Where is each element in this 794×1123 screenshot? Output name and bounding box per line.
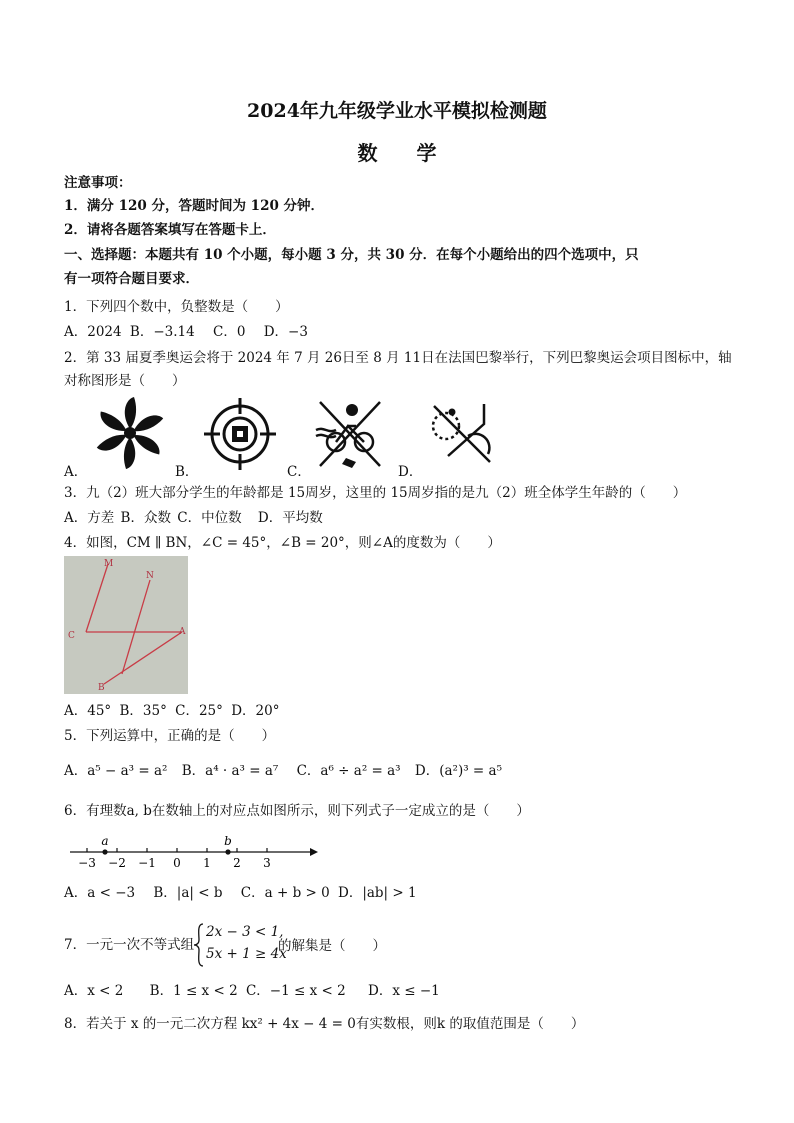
q7-stem-suffix: 的解集是（ ） <box>278 938 386 954</box>
q5-option-a: A．a⁵ − a³ = a² <box>64 763 168 779</box>
q4-option-a: A．45° <box>64 703 112 719</box>
q3-options <box>64 507 734 529</box>
q1-options <box>64 321 734 343</box>
q4-option-c: C．25° <box>175 703 223 719</box>
pinwheel-icon <box>90 395 170 471</box>
section-title-line1: 一、选择题：本题共有 10 个小题，每小题 3 分，共 30 分．在每个小题给出的四个选项中，只 <box>64 247 639 263</box>
note-2: 2．请将各题答案填写在答题卡上． <box>64 222 276 238</box>
q8-stem: 8．若关于 x 的一元二次方程 kx² + 4x − 4 = 0有实数根，则k 的取值范围是（ ） <box>64 1016 585 1032</box>
q4-option-d: D．20° <box>231 703 280 719</box>
q6-option-c: C．a + b > 0 <box>240 885 330 901</box>
q1-stem: 1．下列四个数中，负整数是（ ） <box>64 299 289 315</box>
q3-option-a: A．方差 <box>64 510 115 526</box>
q2-stem-line1: 2．第 33 届夏季奥运会将于 2024 年 7 月 26日至 8 月 11日在法国巴黎举行，下列巴黎奥运会项目图标中，轴 <box>64 350 732 366</box>
q1-option-b: B．−3.14 <box>129 324 195 340</box>
notes-heading: 注意事项： <box>64 175 132 191</box>
q7-option-b: B．1 ≤ x < 2 <box>149 983 238 999</box>
q4-label-b: B <box>98 683 105 693</box>
cycling-icon <box>312 396 388 472</box>
axis-tick-label: 1 <box>203 856 211 870</box>
axis-point-a <box>102 849 107 854</box>
q7-option-d: D．x ≤ −1 <box>368 983 440 999</box>
q6-option-b: B．|a| < b <box>153 885 223 901</box>
q3-option-c: C．中位数 <box>177 510 242 526</box>
q5-stem: 5．下列运算中，正确的是（ ） <box>64 728 276 744</box>
axis-tick-label: −1 <box>138 856 156 870</box>
q1-option-c: C．0 <box>213 324 246 340</box>
q6-number-line <box>64 834 324 872</box>
axis-point-label-a: a <box>101 834 109 848</box>
q4-figure-photo <box>64 556 188 694</box>
q6-option-a: A．a < −3 <box>64 885 136 901</box>
q7-brace-icon <box>193 922 205 968</box>
q2-option-a: A． <box>64 464 88 480</box>
q1-option-a: A．2024 <box>64 324 122 340</box>
note-1: 1．满分 120 分，答题时间为 120 分钟． <box>64 198 325 214</box>
axis-tick-label: 2 <box>233 856 241 870</box>
crossed-icon <box>424 396 500 472</box>
q5-option-b: B．a⁴ · a³ = a⁷ <box>181 763 279 779</box>
q4-option-b: B．35° <box>119 703 167 719</box>
q7-stem-prefix: 7．一元一次不等式组 <box>64 937 195 953</box>
q7-stem <box>64 934 734 956</box>
q6-option-d: D．|ab| > 1 <box>338 885 417 901</box>
target-icon <box>202 398 278 470</box>
q2-option-d: D． <box>398 464 423 480</box>
q2-stem-line2: 对称图形是（ ） <box>64 373 186 389</box>
q7-inequality-1: 2x − 3 < 1, <box>206 924 284 940</box>
axis-tick-label: 0 <box>173 856 181 870</box>
axis-tick-label: 3 <box>263 856 271 870</box>
q4-options <box>64 700 734 722</box>
section-title-line2: 有一项符合题目要求． <box>64 271 199 287</box>
subject-title: 数 学 <box>357 141 453 165</box>
q6-stem: 6．有理数a, b在数轴上的对应点如图所示，则下列式子一定成立的是（ ） <box>64 803 530 819</box>
q4-stem: 4．如图，CM ∥ BN，∠C = 45°，∠B = 20°，则∠A的度数为（ ） <box>64 535 501 551</box>
axis-point-label-b: b <box>224 834 232 848</box>
q2-option-c: C． <box>287 464 311 480</box>
q5-option-c: C．a⁶ ÷ a² = a³ <box>296 763 401 779</box>
q3-option-d: D．平均数 <box>257 510 323 526</box>
q7-inequality-2: 5x + 1 ≥ 4x <box>206 946 287 962</box>
axis-tick-label: −2 <box>108 856 126 870</box>
q5-option-d: D．(a²)³ = a⁵ <box>414 763 502 779</box>
q7-options <box>64 980 734 1002</box>
axis-tick-label: −3 <box>78 856 96 870</box>
q4-label-a: A <box>179 627 186 637</box>
exam-title: 2024年九年级学业水平模拟检测题 <box>247 100 547 122</box>
q3-option-b: B．众数 <box>120 510 171 526</box>
q3-stem: 3．九（2）班大部分学生的年龄都是 15周岁，这里的 15周岁指的是九（2）班全体学生年龄的（ ） <box>64 485 687 501</box>
q4-label-c: C <box>68 631 75 641</box>
q1-option-d: D．−3 <box>263 324 308 340</box>
q5-options <box>64 760 734 782</box>
q4-label-n: N <box>146 571 154 581</box>
q4-label-m: M <box>104 559 114 569</box>
q7-option-c: C．−1 ≤ x < 2 <box>245 983 346 999</box>
q7-option-a: A．x < 2 <box>64 983 124 999</box>
axis-point-b <box>225 849 230 854</box>
q6-options <box>64 882 734 904</box>
q2-option-b: B． <box>175 464 199 480</box>
